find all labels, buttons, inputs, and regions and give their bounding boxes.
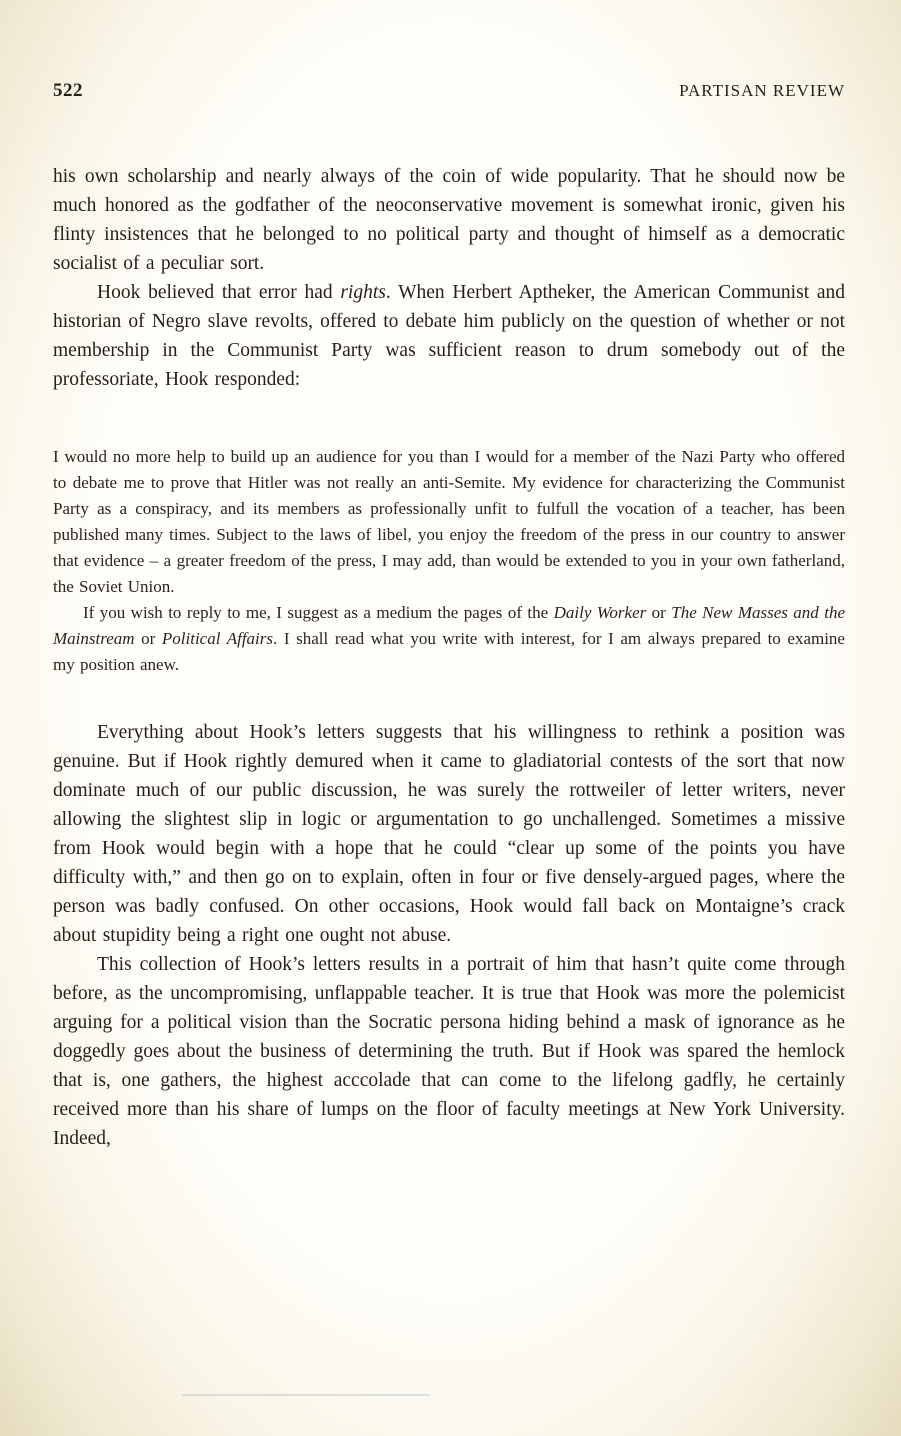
journal-title: PARTISAN REVIEW	[679, 81, 845, 100]
quote-paragraph: I would no more help to build up an audience for you than I would for a member of the Nazi Party who offered to debate me to prove that Hitler was not really an anti-Semite. My evidence for characterizing the Communist Party as a conspiracy, and its members as professionally unfit to fulfull the vocation of a teacher, has been published many times. Subject to the laws of libel, you enjoy the freedom of the press in our country to answer that evidence – a greater freedom of the press, I may add, than would be extended to you in your own fatherland, the Soviet Union.	[53, 447, 845, 596]
text-segment-italic: rights	[340, 282, 386, 303]
page-number: 522	[53, 80, 83, 101]
article-body	[53, 162, 845, 1153]
block-quote	[53, 444, 845, 678]
text-segment: or	[134, 629, 162, 648]
paragraph: Everything about Hook’s letters suggests that his willingness to rethink a position was genuine. But if Hook rightly demured when it came to gladiatorial contests of the sort that now dominate much of our public discussion, he was surely the rottweiler of letter writers, never allowing the slightest slip in logic or argumentation to go unchallenged. Sometimes a missive from Hook would begin with a hope that he could “clear up some of the points you have difficulty with,” and then go on to explain, often in four or five densely-argued pages, where the person was badly confused. On other occasions, Hook would fall back on Montaigne’s crack about stupidity being a right one ought not abuse.	[53, 722, 845, 946]
text-segment: If you wish to reply to me, I suggest as a medium the pages of the	[83, 603, 554, 622]
text-segment-italic: Political Affairs	[161, 629, 274, 648]
text-segment-italic: Daily Worker	[553, 603, 647, 622]
text-segment: Hook believed that error had	[97, 282, 341, 303]
text-segment: . I shall read what you write with interest, for I am always prepared to examine my position anew.	[53, 629, 845, 674]
text-segment-italic: The New Masses and the Mainstream	[53, 603, 845, 648]
quote-paragraph	[53, 600, 845, 678]
scan-artifact	[182, 1394, 430, 1396]
text-segment: or	[646, 603, 672, 622]
page-header	[53, 0, 845, 102]
paragraph	[53, 278, 845, 394]
text-segment: . When Herbert Aptheker, the American Communist and historian of Negro slave revolts, offered to debate him publicly on the question of whether or not membership in the Communist Party was sufficient reason to drum somebody out of the professoriate, Hook responded:	[53, 282, 845, 390]
paragraph: This collection of Hook’s letters results in a portrait of him that hasn’t quite come through before, as the uncompromising, unflappable teacher. It is true that Hook was more the polemicist arguing for a political vision than the Socratic persona hiding behind a mask of ignorance as he doggedly goes about the business of determining the truth. But if Hook was spared the hemlock that is, one gathers, the highest acccolade that can come to the lifelong gadfly, he certainly received more than his share of lumps on the floor of faculty meetings at New York University. Indeed,	[53, 954, 845, 1149]
paragraph-continuation: his own scholarship and nearly always of the coin of wide popularity. That he should now be much honored as the godfather of the neoconservative movement is somewhat ironic, given his flinty insistences that he belonged to no political party and thought of himself as a democratic socialist of a peculiar sort.	[53, 166, 845, 274]
